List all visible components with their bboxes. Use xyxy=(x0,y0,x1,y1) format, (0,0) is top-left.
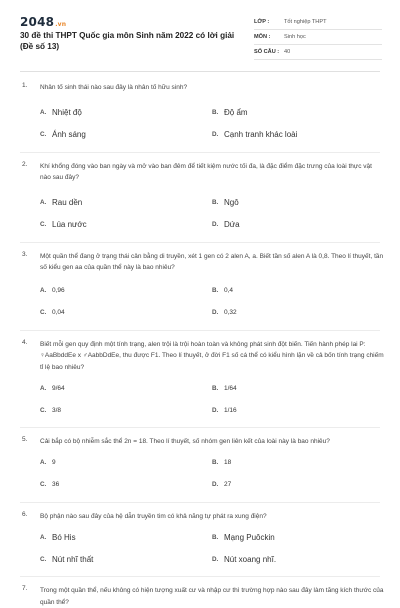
option-text: Dứa xyxy=(224,220,240,229)
option-b[interactable] xyxy=(212,459,384,466)
option-a[interactable] xyxy=(40,459,212,466)
option-text: Nút nhĩ thất xyxy=(52,554,94,564)
option-a[interactable] xyxy=(40,108,212,117)
option-text: Lúa nước xyxy=(52,220,87,229)
question-6 xyxy=(0,511,400,571)
option-text: Độ ẩm xyxy=(224,108,248,117)
option-list xyxy=(40,102,384,146)
option-text: Nút xoang nhĩ. xyxy=(224,554,277,564)
option-text: Mạng Puôckin xyxy=(224,532,275,542)
question-number: 7. xyxy=(22,585,28,592)
option-d[interactable] xyxy=(212,407,384,414)
option-text: 0,96 xyxy=(52,287,65,294)
option-letter: B. xyxy=(212,459,219,466)
option-text: Bó His xyxy=(52,532,76,542)
question-text: Cải bắp có bộ nhiễm sắc thể 2n = 18. Theo lí thuyết, số nhóm gen liên kết của loài này là bao nhiêu? xyxy=(40,438,330,445)
meta-value: Tốt nghiệp THPT xyxy=(284,19,327,25)
page-title: 30 đề thi THPT Quốc gia môn Sinh năm 2022 có lời giải (Đề số 13) xyxy=(20,31,235,51)
document-header xyxy=(0,0,400,70)
option-list xyxy=(40,280,384,324)
option-c[interactable] xyxy=(40,309,212,316)
option-a[interactable] xyxy=(40,287,212,294)
question-divider xyxy=(20,576,380,577)
question-4 xyxy=(0,339,400,422)
question-text: Trong một quần thể, nếu không có hiện tượng xuất cư và nhập cư thì trường hợp nào sau đây làm tăng kích thước của quần thể? xyxy=(40,587,384,606)
option-list xyxy=(40,192,384,236)
option-text: Rau dền xyxy=(52,198,83,207)
question-number: 4. xyxy=(22,338,28,346)
meta-row-subject xyxy=(254,30,382,45)
option-letter: A. xyxy=(40,459,47,466)
option-text: 0,32 xyxy=(224,309,237,316)
option-text: 36 xyxy=(52,481,60,488)
option-letter: C. xyxy=(40,221,47,228)
option-c[interactable] xyxy=(40,220,212,229)
question-number: 1. xyxy=(22,82,28,89)
option-list xyxy=(40,377,384,421)
option-text: Cạnh tranh khác loài xyxy=(224,130,298,139)
option-letter: C. xyxy=(40,555,47,563)
option-letter: A. xyxy=(40,199,47,206)
option-letter: A. xyxy=(40,287,47,294)
logo-text: 2048 xyxy=(20,15,55,29)
meta-key: SỐ CÂU : xyxy=(254,49,280,55)
meta-info xyxy=(254,15,382,60)
option-text: 9 xyxy=(52,459,56,466)
option-letter: C. xyxy=(40,406,47,414)
question-number: 5. xyxy=(22,436,28,443)
option-b[interactable] xyxy=(212,385,384,392)
option-text: 18 xyxy=(224,459,232,466)
option-text: 3/8 xyxy=(52,406,62,414)
option-text: 27 xyxy=(224,481,232,488)
option-letter: D. xyxy=(212,131,219,138)
header-divider xyxy=(20,71,380,72)
meta-value: 40 xyxy=(284,49,291,55)
option-text: Ánh sáng xyxy=(52,130,86,139)
option-b[interactable] xyxy=(212,287,384,294)
question-2 xyxy=(0,161,400,236)
option-a[interactable] xyxy=(40,385,212,392)
meta-row-class xyxy=(254,15,382,30)
question-divider xyxy=(20,330,380,331)
option-letter: B. xyxy=(212,287,219,294)
question-divider xyxy=(20,242,380,243)
question-number: 3. xyxy=(22,250,28,258)
option-b[interactable] xyxy=(212,198,384,207)
option-d[interactable] xyxy=(212,130,384,139)
option-letter: A. xyxy=(40,109,47,116)
question-divider xyxy=(20,502,380,503)
option-text: 1/64 xyxy=(224,384,237,392)
option-list xyxy=(40,452,384,496)
question-text: Biết mỗi gen quy định một tính trạng, alen trội là trội hoàn toàn và không phát sinh đột biến. Tiến hành phép lai P: ♀AaBbddEe x ♂AabbDdEe, thu được F1. Theo lí thuyết, ở đời F1 số cá thể có kiểu hình lặn về cả bốn tính trạng chiếm tỉ lệ bao nhiêu? xyxy=(40,340,384,371)
question-text: Bộ phận nào sau đây của hệ dẫn truyền tim có khả năng tự phát ra xung điện? xyxy=(40,512,267,520)
option-letter: D. xyxy=(212,221,219,228)
option-d[interactable] xyxy=(212,309,384,316)
question-5 xyxy=(0,436,400,496)
option-letter: A. xyxy=(40,384,47,392)
option-c[interactable] xyxy=(40,130,212,139)
option-c[interactable] xyxy=(40,555,212,564)
question-text: Một quần thể đang ở trạng thái cân bằng di truyền, xét 1 gen có 2 alen A, a. Biết tần số alen A là 0,8. Theo lí thuyết, tần số kiểu gen aa của quần thể này là bao nhiêu? xyxy=(40,252,384,271)
meta-row-count xyxy=(254,45,382,60)
option-letter: C. xyxy=(40,481,47,488)
option-letter: B. xyxy=(212,384,219,392)
option-letter: D. xyxy=(212,555,219,563)
meta-key: LỚP : xyxy=(254,19,270,25)
option-c[interactable] xyxy=(40,407,212,414)
question-text: Nhân tố sinh thái nào sau đây là nhân tố hữu sinh? xyxy=(40,84,188,91)
question-number: 6. xyxy=(22,510,28,518)
logo-suffix: .vn xyxy=(55,21,67,28)
option-text: 0,4 xyxy=(224,287,234,294)
question-number: 2. xyxy=(22,160,28,168)
option-text: Nhiệt độ xyxy=(52,108,82,117)
option-b[interactable] xyxy=(212,108,384,117)
option-list xyxy=(40,526,384,570)
question-1 xyxy=(0,80,400,146)
option-text: 9/64 xyxy=(52,384,65,392)
meta-key: MÔN : xyxy=(254,34,271,40)
option-b[interactable] xyxy=(212,533,384,542)
option-letter: B. xyxy=(212,109,219,116)
option-letter: C. xyxy=(40,131,47,138)
question-list xyxy=(0,80,400,608)
option-text: Ngô xyxy=(224,198,239,207)
question-7 xyxy=(0,585,400,608)
option-letter: C. xyxy=(40,309,47,316)
question-divider xyxy=(20,152,380,153)
option-letter: A. xyxy=(40,533,47,541)
option-d[interactable] xyxy=(212,555,384,564)
question-divider xyxy=(20,427,380,428)
option-letter: D. xyxy=(212,309,219,316)
option-letter: B. xyxy=(212,199,219,206)
meta-value: Sinh học xyxy=(284,34,306,40)
option-text: 0,04 xyxy=(52,309,65,316)
option-a[interactable] xyxy=(40,198,212,207)
option-letter: D. xyxy=(212,406,219,414)
question-text: Khí khổng đóng vào ban ngày và mở vào ban đêm để tiết kiệm nước tối đa, là đặc điểm đặc trưng của loài thực vật nào sau đây? xyxy=(40,162,372,181)
option-d[interactable] xyxy=(212,220,384,229)
option-c[interactable] xyxy=(40,481,212,488)
option-text: 1/16 xyxy=(224,406,237,414)
option-letter: B. xyxy=(212,533,219,541)
option-d[interactable] xyxy=(212,481,384,488)
option-a[interactable] xyxy=(40,533,212,542)
question-3 xyxy=(0,251,400,324)
site-logo[interactable] xyxy=(20,15,66,29)
option-letter: D. xyxy=(212,481,219,488)
